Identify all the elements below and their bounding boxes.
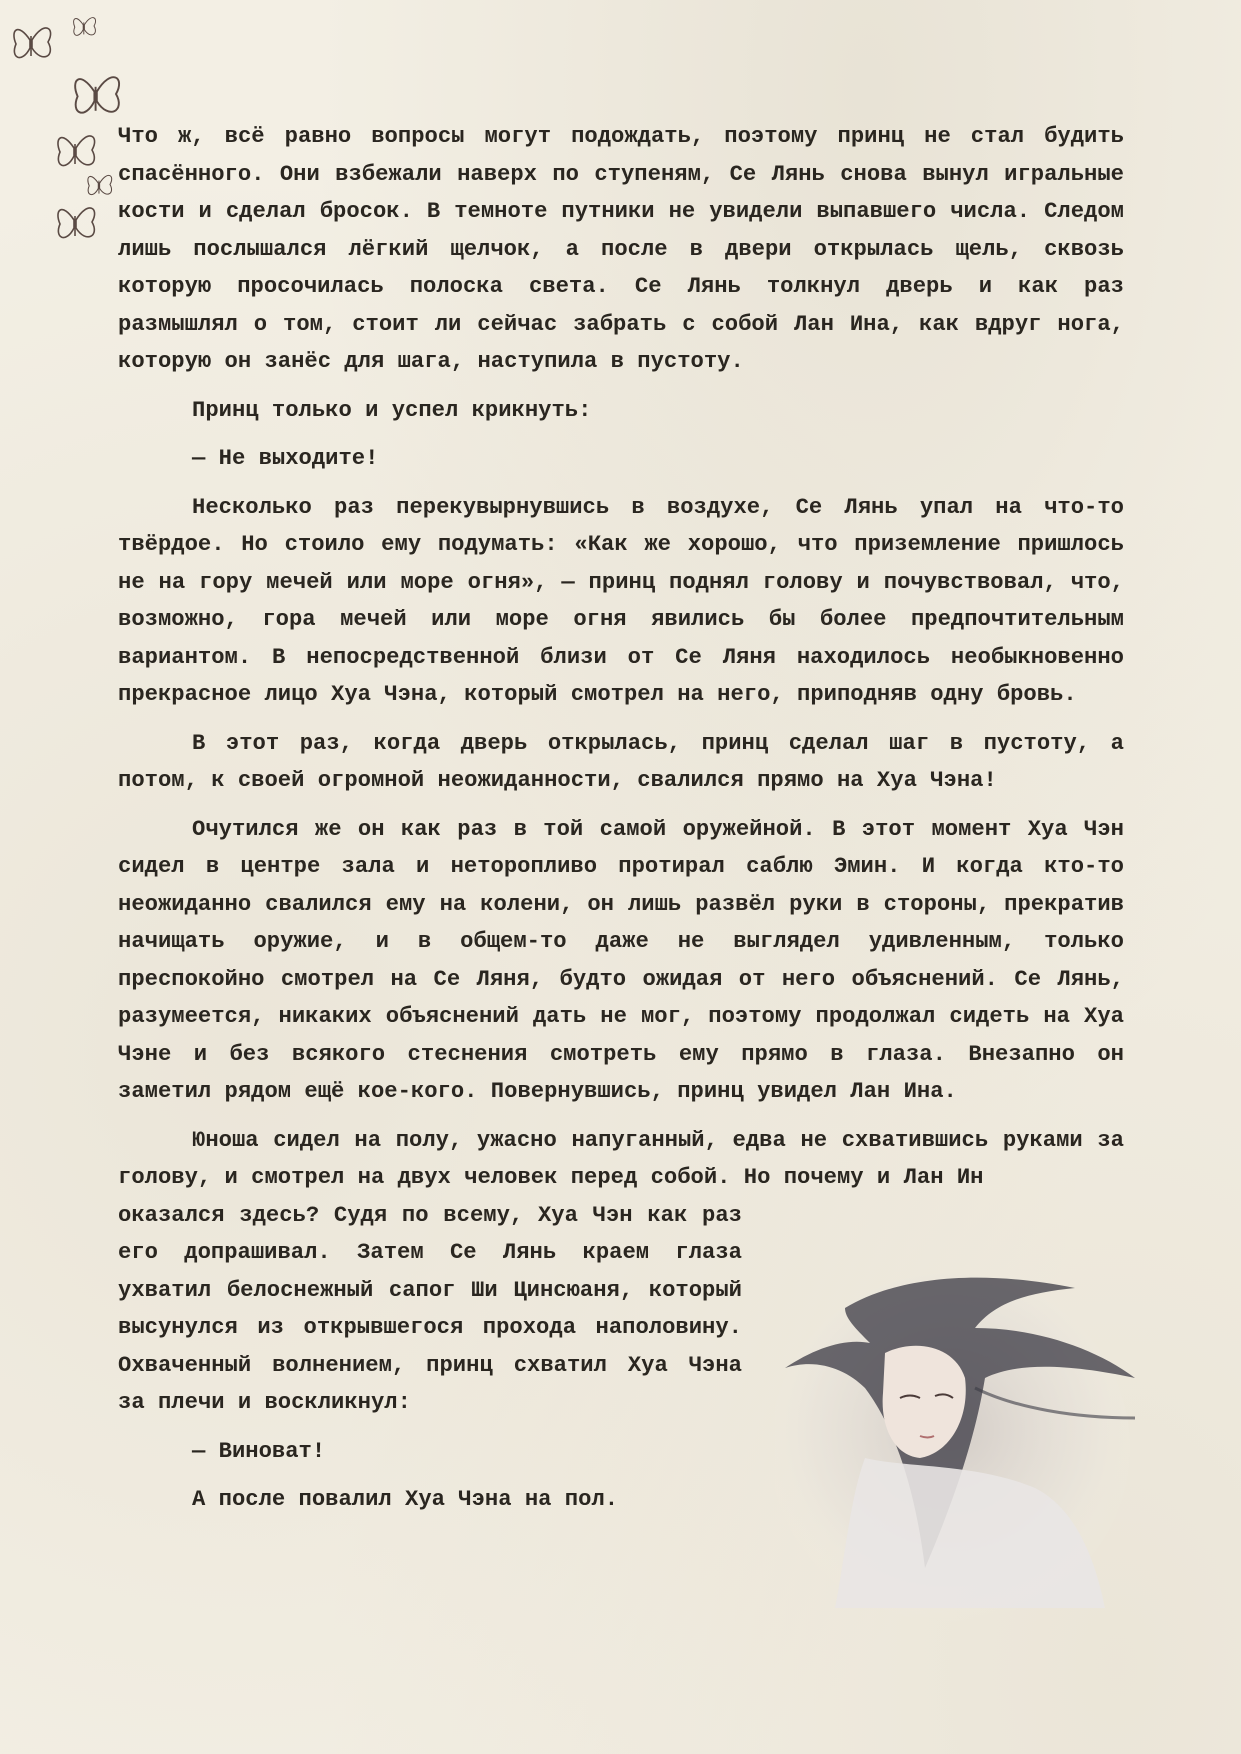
dialogue-line: — Не выходите! xyxy=(192,446,379,471)
butterfly-icon xyxy=(58,136,95,166)
butterfly-icon xyxy=(14,28,51,58)
butterfly-icon xyxy=(58,208,95,238)
butterfly-icon xyxy=(74,18,96,36)
butterfly-icon xyxy=(75,77,119,112)
paragraph: Несколько раз перекувырнувшись в воздухе, Се Лянь упал на что-то твёрдое. Но стоило ему подумать: «Как же хорошо, что приземление пришлось не на гору мечей или море огня», — принц поднял голову и почувствовал, что, возможно, гора мечей или море огня явились бы более предпочтительным вариантом. В непосредственной близи от Се Ляня находилось необыкновенно прекрасное лицо Хуа Чэна, который смотрел на него, приподняв одну бровь. xyxy=(118,494,1124,707)
character-illustration xyxy=(775,1268,1145,1633)
paragraph: Юноша сидел на полу, ужасно напуганный, едва не схватившись руками за голову, и смотрел на двух человек перед собой. Но почему и Лан Ин xyxy=(118,1127,1124,1190)
paragraph: В этот раз, когда дверь открылась, принц сделал шаг в пустоту, а потом, к своей огромной неожиданности, свалился прямо на Хуа Чэна! xyxy=(118,730,1124,793)
paragraph: Что ж, всё равно вопросы могут подождать, поэтому принц не стал будить спасённого. Они взбежали наверх по ступеням, Се Лянь снова вынул игральные кости и сделал бросок. В темноте путники не увидели выпавшего числа. Следом лишь послышался лёгкий щелчок, а после в двери открылась щель, сквозь которую просочилась полоска света. Се Лянь толкнул дверь и как раз размышлял о том, стоит ли сейчас забрать с собой Лан Ина, как вдруг нога, которую он занёс для шага, наступила в пустоту. xyxy=(118,124,1124,374)
paragraph: А после повалил Хуа Чэна на пол. xyxy=(192,1487,619,1512)
butterfly-icon xyxy=(88,175,112,194)
paragraph: Принц только и успел крикнуть: xyxy=(192,397,592,423)
paragraph-continuation: оказался здесь? Судя по всему, Хуа Чэн как раз его допрашивал. Затем Се Лянь краем глаза ухватил белоснежный сапог Ши Цинсюаня, который высунулся из открывшегося прохода наполовину. Охваченный волнением, принц схватил Хуа Чэна за плечи и воскликнул: xyxy=(118,1202,742,1415)
dialogue-line: — Виноват! xyxy=(192,1438,326,1464)
paragraph: Очутился же он как раз в той самой оружейной. В этот момент Хуа Чэн сидел в центре зала и неторопливо протирал саблю Эмин. И когда кто-то неожиданно свалился ему на колени, он лишь развёл руки в стороны, прекратив начищать оружие, и в общем-то даже не выглядел удивленным, только преспокойно смотрел на Се Ляня, будто ожидая от него объяснений. Се Лянь, разумеется, никаких объяснений дать не мог, поэтому продолжал сидеть на Хуа Чэне и без всякого стеснения смотреть ему прямо в глаза. Внезапно он заметил рядом ещё кое-кого. Повернувшись, принц увидел Лан Ина. xyxy=(118,816,1124,1104)
